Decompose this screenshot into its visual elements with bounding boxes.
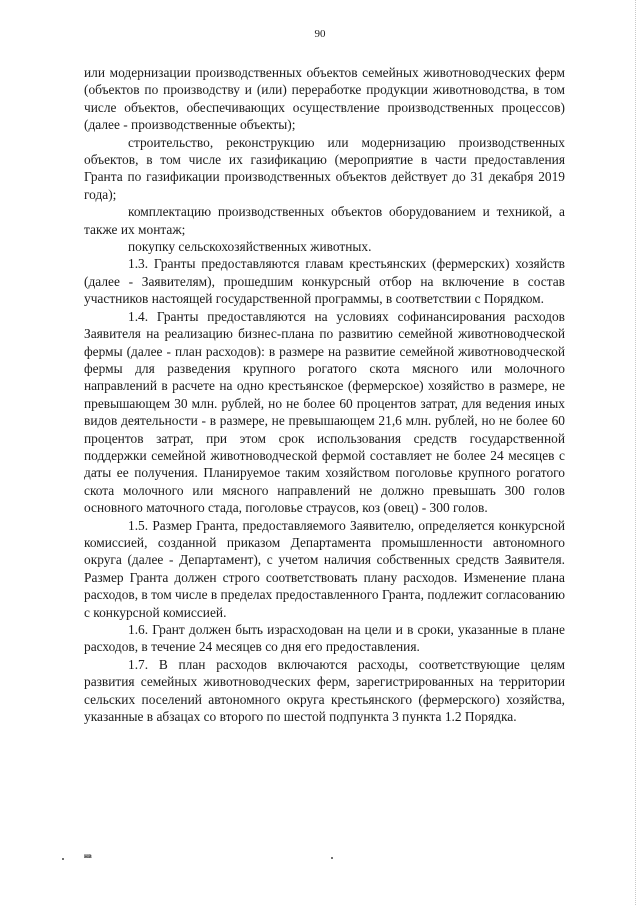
scan-speck [62,858,64,860]
paragraph: покупку сельскохозяйственных животных. [128,239,372,255]
paragraph: или модернизации производственных объектов семейных животноводческих ферм (объектов по производству и (или) переработке продукции животноводства, в том числе объектов, обеспечивающих осуществление производственных процессов) (далее - производственные объекты); [84,65,565,133]
footer-initials: нв [84,852,92,860]
scan-speck [331,857,333,859]
paragraph: строительство, реконструкцию или модернизацию производственных объектов, в том числе их газификацию (мероприятие в части предоставления Гранта по газификации производственных объектов действует до 31 декабря 2019 года); [84,134,565,202]
document-body [84,64,565,725]
paragraph: 1.3. Гранты предоставляются главам крестьянских (фермерских) хозяйств (далее - Заявителям), прошедшим конкурсный отбор на включение в состав участников настоящей государственной программы, в соответствии с Порядком. [84,256,565,307]
page-number: 90 [314,28,326,40]
scan-edge-artifact [634,0,636,905]
paragraph: 1.5. Размер Гранта, предоставляемого Заявителю, определяется конкурсной комиссией, созданной приказом Департамента промышленности автономного округа (далее - Департамент), с учетом наличия собственных средств Заявителя. Размер Гранта должен строго соответствовать плану расходов. Изменение плана расходов, в том числе в пределах предоставленного Гранта, подлежит согласованию с конкурсной комиссией. [84,517,565,620]
paragraph: 1.7. В план расходов включаются расходы, соответствующие целям развития семейных животноводческих ферм, зарегистрированных на территории сельских поселений автономного округа крестьянского (фермерского) хозяйства, указанные в абзацах со второго по шестой подпункта 3 пункта 1.2 Порядка. [84,656,565,725]
paragraph: 1.4. Гранты предоставляются на условиях софинансирования расходов Заявителя на реализацию бизнес-плана по развитию семейной животноводческой фермы (далее - план расходов): в размере на развитие семейной животноводческой фермы для разведения крупного рогатого скота мясного или молочного направлений в расчете на одно крестьянское (фермерское) хозяйство в размере, не превышающем 30 млн. рублей, но не более 60 процентов затрат, для ведения иных видов деятельности - в размере, не превышающем 21,6 млн. рублей, но не более 60 процентов затрат, при этом срок использования средств государственной поддержки семейной животноводческой фермой составляет не более 24 месяцев с даты ее получения. Планируемое таким хозяйством поголовье крупного рогатого скота молочного или мясного направлений не должно превышать 300 голов основного маточного стада, поголовье страусов, коз (овец) - 300 голов. [84,308,565,516]
paragraph: комплектацию производственных объектов оборудованием и техникой, а также их монтаж; [84,204,565,237]
paragraph: 1.6. Грант должен быть израсходован на цели и в сроки, указанные в плане расходов, в течение 24 месяцев со дня его предоставления. [84,622,565,655]
